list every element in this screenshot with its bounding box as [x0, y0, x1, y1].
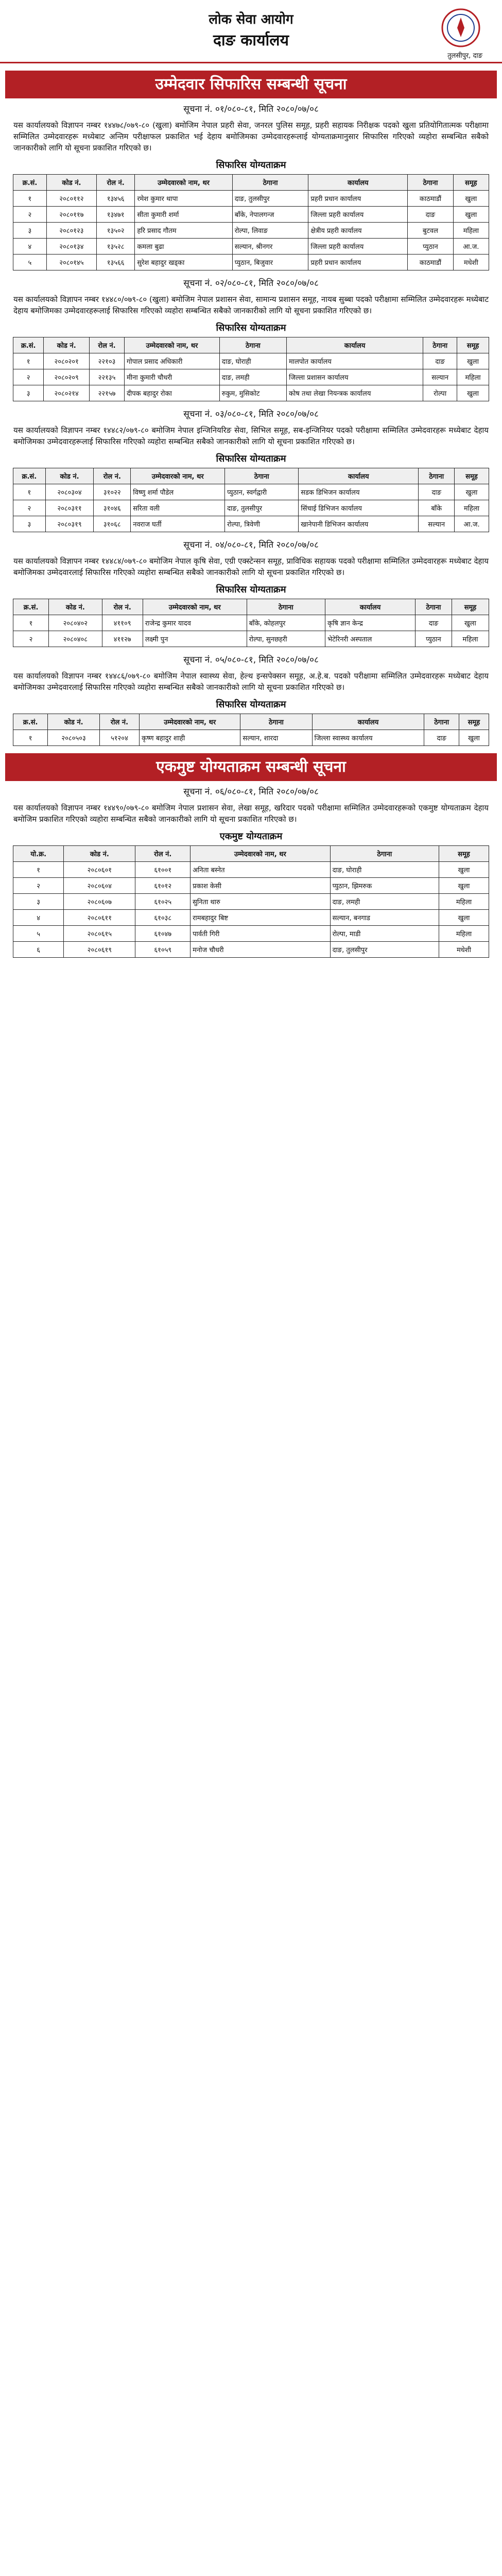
col-office-name: कार्यालय: [312, 714, 424, 730]
table-cell: २०८०२०१: [44, 353, 90, 369]
table-row: [13, 500, 489, 516]
table-cell: ३: [13, 894, 64, 910]
table-cell: महिला: [439, 894, 489, 910]
table-cell: ६१०४७: [135, 926, 191, 942]
table-cell: बुटवल: [408, 223, 454, 239]
table-cell: राजेन्द्र कुमार यादव: [143, 615, 247, 631]
table-cell: १३५६६: [96, 255, 134, 270]
table-cell: २: [13, 878, 64, 894]
table-cell: प्युठान: [416, 631, 452, 647]
recommendation-table: [13, 599, 489, 647]
table-cell: बाँके, कोहलपुर: [247, 615, 325, 631]
table-cell: प्रहरी प्रधान कार्यालय: [308, 255, 408, 270]
table-cell: २०८०१२३: [46, 223, 96, 239]
commission-name: लोक सेवा आयोग: [209, 12, 293, 27]
table-cell: २०८०१३४: [46, 239, 96, 255]
table-cell: मधेशी: [453, 255, 489, 270]
table-cell: प्युठान: [408, 239, 454, 255]
table-cell: सल्यान, श्रीनगर: [232, 239, 308, 255]
table-cell: ५१२०४: [99, 730, 139, 746]
col-place: ठेगाना: [416, 599, 452, 615]
col-code: कोड नं.: [48, 714, 100, 730]
table-cell: कृष्ण बहादुर शाही: [140, 730, 240, 746]
table-cell: खुला: [459, 730, 489, 746]
nepal-emblem-icon: [440, 7, 481, 48]
col-address: ठेगाना: [232, 175, 308, 191]
table-cell: २०८०३१९: [45, 516, 94, 532]
table-cell: २०८०४०२: [49, 615, 102, 631]
table-cell: ४११०९: [102, 615, 143, 631]
table-cell: हरि प्रसाद गौतम: [135, 223, 232, 239]
table-title: सिफारिस योग्यताक्रम: [216, 453, 286, 464]
notice-paragraph: यस कार्यालयको विज्ञापन नम्बर १४४८४/०७९-८० बमोजिम नेपाल कृषि सेवा, एग्री एक्स्टेन्सन समूह, प्राविधिक सहायक पदको परीक्षामा सम्मिलित उम्मेदवारहरू मध्येबाट देहाय बमोजिमका उम्मेदवारलाई सिफारिस गरिएको व्यहोरा सम्बन्धित सबैको जानकारीको लागि यो सूचना प्रकाशित गरिएको छ।: [13, 556, 489, 577]
table-cell: सुनिता थारु: [191, 894, 331, 910]
table-cell: दाङ, लमही: [219, 369, 286, 385]
notice-paragraph: यस कार्यालयको विज्ञापन नम्बर १४४८०/०७९-८० (खुला) बमोजिम नेपाल प्रशासन सेवा, सामान्य प्रशासन समूह, नायब सुब्बा पदको परीक्षामा सम्मिलित उम्मेदवारहरू मध्येबाट देहाय बमोजिमका उम्मेदवारहरूलाई सिफारिस गरिएको व्यहोरा सम्बन्धित सबैको जानकारीको लागि यो सूचना प्रकाशित गरिएको छ।: [13, 295, 489, 315]
table-cell: मधेशी: [439, 942, 489, 958]
table-cell: ६१०१२: [135, 878, 191, 894]
table-cell: जिल्ला प्रहरी कार्यालय: [308, 239, 408, 255]
table-cell: काठमाडौं: [408, 255, 454, 270]
col-group: समूह: [459, 714, 489, 730]
col-office-name: कार्यालय: [308, 175, 408, 191]
table-cell: मालपोत कार्यालय: [286, 353, 423, 369]
table-cell: २०८०३०४: [45, 484, 94, 500]
table-cell: २०८०४०८: [49, 631, 102, 647]
table-row: [13, 910, 489, 926]
table-cell: ३: [13, 223, 47, 239]
table-row: [13, 730, 489, 746]
notice-line: सूचना नं. ०१/०८०-८१, मिति २०८०/०७/०८: [183, 104, 319, 114]
col-group: समूह: [452, 599, 489, 615]
table-cell: १३४५६: [96, 191, 134, 207]
col-sn: क्र.सं.: [13, 337, 44, 353]
col-code: कोड नं.: [45, 468, 94, 484]
table-cell: दाङ, घोराही: [219, 353, 286, 369]
table-cell: ६१०२५: [135, 894, 191, 910]
table-cell: सल्यान: [419, 516, 455, 532]
table-cell: २: [13, 631, 49, 647]
table-cell: २: [13, 207, 47, 223]
table-cell: २०८०११२: [46, 191, 96, 207]
table-row: [13, 255, 489, 270]
notice-paragraph: यस कार्यालयको विज्ञापन नम्बर १४४८६/०७९-८० बमोजिम नेपाल स्वास्थ्य सेवा, हेल्थ इन्सपेक्सन समूह, अ.हे.ब. पदको परीक्षामा सम्मिलित उम्मेदवारहरू मध्येबाट देहाय बमोजिमका उम्मेदवारलाई सिफारिस गरिएको व्यहोरा सम्बन्धित सबैको जानकारीको लागि यो सूचना प्रकाशित गरिएको छ।: [13, 671, 489, 692]
table-cell: २०८०११७: [46, 207, 96, 223]
table-cell: प्रकाश केसी: [191, 878, 331, 894]
table-cell: प्युठान, स्वर्गद्वारी: [225, 484, 299, 500]
table-cell: ३१०२२: [94, 484, 131, 500]
col-name: उम्मेदवारको नाम, थर: [135, 175, 232, 191]
table-cell: ६१०५९: [135, 942, 191, 958]
table-cell: ६१००१: [135, 862, 191, 878]
col-group: समूह: [455, 468, 489, 484]
table-cell: रमेश कुमार थापा: [135, 191, 232, 207]
table-cell: २: [13, 369, 44, 385]
col-code: कोड नं.: [44, 337, 90, 353]
table-cell: रोल्पा: [423, 385, 457, 401]
table-cell: सडक डिभिजन कार्यालय: [299, 484, 419, 500]
table-cell: दीपक बहादुर रोका: [125, 385, 220, 401]
notices-container: [0, 103, 502, 746]
table-title: सिफारिस योग्यताक्रम: [216, 323, 286, 333]
table-cell: रोल्पा, लिवाङ: [232, 223, 308, 239]
table-cell: १: [13, 862, 64, 878]
table-cell: सल्यान, बनगाड: [330, 910, 439, 926]
table-cell: २०८०६११: [64, 910, 135, 926]
table-cell: आ.ज.: [455, 516, 489, 532]
table-cell: खुला: [457, 385, 489, 401]
table-cell: सल्यान: [423, 369, 457, 385]
col-sn: क्र.सं.: [13, 599, 49, 615]
table-cell: ४११२७: [102, 631, 143, 647]
col-name: उम्मेदवारको नाम, थर: [191, 846, 331, 862]
table-cell: ३: [13, 385, 44, 401]
table-cell: जिल्ला स्वास्थ्य कार्यालय: [312, 730, 424, 746]
table-row: [13, 862, 489, 878]
col-place: ठेगाना: [408, 175, 454, 191]
col-code: कोड नं.: [49, 599, 102, 615]
table-row: [13, 516, 489, 532]
table-cell: २२१३५: [90, 369, 125, 385]
table-cell: महिला: [457, 369, 489, 385]
table-cell: महिला: [455, 500, 489, 516]
table-cell: २०८०६१५: [64, 926, 135, 942]
table-cell: खुला: [457, 353, 489, 369]
table-title: सिफारिस योग्यताक्रम: [216, 160, 286, 171]
col-office-name: कार्यालय: [286, 337, 423, 353]
col-sn: क्र.सं.: [13, 714, 48, 730]
table-cell: २: [13, 500, 46, 516]
table-cell: लक्ष्मी पुन: [143, 631, 247, 647]
table-cell: कृषि ज्ञान केन्द्र: [325, 615, 415, 631]
table-cell: खुला: [439, 862, 489, 878]
table-cell: सुरेश बहादुर खड्का: [135, 255, 232, 270]
table-row: [13, 631, 489, 647]
col-office-name: कार्यालय: [299, 468, 419, 484]
table-cell: दाङ, तुलसीपुर: [330, 942, 439, 958]
table-cell: गोपाल प्रसाद अधिकारी: [125, 353, 220, 369]
merit-table: [13, 845, 489, 958]
table-cell: रोल्पा, त्रिवेणी: [225, 516, 299, 532]
col-address: ठेगाना: [219, 337, 286, 353]
table-cell: रोल्पा, माडी: [330, 926, 439, 942]
table-cell: खुला: [455, 484, 489, 500]
table-cell: दाङ, घोराही: [330, 862, 439, 878]
recommendation-table: [13, 174, 489, 270]
col-roll: रोल नं.: [135, 846, 191, 862]
table-cell: १: [13, 730, 48, 746]
table-cell: २०८०२१४: [44, 385, 90, 401]
table-cell: २०८०६०४: [64, 878, 135, 894]
table-cell: दाङ: [408, 207, 454, 223]
notice-line: सूचना नं. ०४/०८०-८१, मिति २०८०/०७/०८: [183, 540, 319, 550]
table-cell: विष्णु शर्मा पौडेल: [131, 484, 225, 500]
col-code: कोड नं.: [46, 175, 96, 191]
logo-caption: तुलसीपुर, दाङ: [447, 52, 482, 60]
col-roll: रोल नं.: [96, 175, 134, 191]
table-cell: दाङ, तुलसीपुर: [232, 191, 308, 207]
table-cell: रुकुम, मुसिकोट: [219, 385, 286, 401]
table-row: [13, 223, 489, 239]
merit-table-title: एकमुष्ट योग्यताक्रम: [219, 831, 283, 842]
table-cell: १३४७१: [96, 207, 134, 223]
table-cell: २०८०१४५: [46, 255, 96, 270]
table-row: [13, 926, 489, 942]
table-cell: ६: [13, 942, 64, 958]
table-cell: दाङ: [423, 353, 457, 369]
table-title: सिफारिस योग्यताक्रम: [216, 584, 286, 595]
table-cell: महिला: [439, 926, 489, 942]
table-cell: दाङ: [419, 484, 455, 500]
col-place: ठेगाना: [423, 337, 457, 353]
table-row: [13, 878, 489, 894]
table-cell: प्युठान, बिजुवार: [232, 255, 308, 270]
col-group: समूह: [439, 846, 489, 862]
col-code: कोड नं.: [64, 846, 135, 862]
table-cell: २०८०६०१: [64, 862, 135, 878]
table-cell: १: [13, 191, 47, 207]
table-cell: कोष तथा लेखा नियन्त्रक कार्यालय: [286, 385, 423, 401]
table-cell: ३१०४६: [94, 500, 131, 516]
col-sn: क्र.सं.: [13, 175, 47, 191]
table-cell: ३१०६८: [94, 516, 131, 532]
table-cell: सल्यान, शारदा: [240, 730, 312, 746]
table-cell: खुला: [439, 878, 489, 894]
col-roll: रोल नं.: [94, 468, 131, 484]
table-cell: १३५२८: [96, 239, 134, 255]
table-cell: सरिता वली: [131, 500, 225, 516]
table-cell: २०८०२०९: [44, 369, 90, 385]
table-row: [13, 942, 489, 958]
col-address: ठेगाना: [225, 468, 299, 484]
table-row: [13, 353, 489, 369]
table-cell: २२१५७: [90, 385, 125, 401]
table-row: [13, 385, 489, 401]
table-cell: २०८०५०३: [48, 730, 100, 746]
table-cell: प्रहरी प्रधान कार्यालय: [308, 191, 408, 207]
table-cell: जिल्ला प्रशासन कार्यालय: [286, 369, 423, 385]
recommendation-table: [13, 468, 489, 532]
table-cell: सिंचाई डिभिजन कार्यालय: [299, 500, 419, 516]
table-cell: खुला: [452, 615, 489, 631]
table-cell: आ.ज.: [453, 239, 489, 255]
notice-line: सूचना नं. ०२/०८०-८१, मिति २०८०/०७/०८: [183, 278, 319, 289]
table-cell: अनिता बस्नेत: [191, 862, 331, 878]
table-row: [13, 207, 489, 223]
col-name: उम्मेदवारको नाम, थर: [131, 468, 225, 484]
notice-paragraph: यस कार्यालयको विज्ञापन नम्बर १४४७८/०७९-८० (खुला) बमोजिम नेपाल प्रहरी सेवा, जनरल पुलिस समूह, प्रहरी सहायक निरीक्षक पदको खुला प्रतियोगितात्मक परीक्षामा सम्मिलित उम्मेदवारहरू मध्येबाट अन्तिम परीक्षाफल प्रकाशित भई देहाय बमोजिमका उम्मेदवारहरूलाई योग्यताक्रमानुसार सिफारिस गरिएको व्यहोरा सम्बन्धित सबैको जानकारीको लागि यो सूचना प्रकाशित गरिएको छ।: [13, 121, 489, 152]
table-cell: ४: [13, 910, 64, 926]
table-cell: २०८०३११: [45, 500, 94, 516]
table-row: [13, 615, 489, 631]
col-name: उम्मेदवारको नाम, थर: [140, 714, 240, 730]
table-cell: नवराज घर्ती: [131, 516, 225, 532]
col-place: ठेगाना: [424, 714, 459, 730]
col-office-name: कार्यालय: [325, 599, 415, 615]
table-cell: रामबहादुर बिष्ट: [191, 910, 331, 926]
col-name: उम्मेदवारको नाम, थर: [125, 337, 220, 353]
table-cell: भेटेरिनरी अस्पताल: [325, 631, 415, 647]
table-cell: सीता कुमारी शर्मा: [135, 207, 232, 223]
table-cell: महिला: [452, 631, 489, 647]
col-roll: रोल नं.: [102, 599, 143, 615]
col-roll: रोल नं.: [90, 337, 125, 353]
table-cell: खानेपानी डिभिजन कार्यालय: [299, 516, 419, 532]
table-cell: मनोज चौधरी: [191, 942, 331, 958]
table-cell: खुला: [439, 910, 489, 926]
table-cell: महिला: [453, 223, 489, 239]
table-cell: २२१०३: [90, 353, 125, 369]
table-cell: प्युठान, झिमरुक: [330, 878, 439, 894]
col-address: ठेगाना: [247, 599, 325, 615]
table-row: [13, 239, 489, 255]
table-row: [13, 894, 489, 910]
table-cell: पार्वती गिरी: [191, 926, 331, 942]
col-name: उम्मेदवारको नाम, थर: [143, 599, 247, 615]
table-cell: क्षेत्रीय प्रहरी कार्यालय: [308, 223, 408, 239]
table-cell: ५: [13, 255, 47, 270]
recommendation-table: [13, 714, 489, 746]
notice-paragraph: यस कार्यालयको विज्ञापन नम्बर १४४८२/०७९-८० बमोजिम नेपाल इन्जिनियरिङ सेवा, सिभिल समूह, सब-इन्जिनियर पदको परीक्षामा सम्मिलित उम्मेदवारहरू मध्येबाट देहाय बमोजिमका उम्मेदवारहरूलाई सिफारिस गरिएको व्यहोरा सम्बन्धित सबैको जानकारीको लागि यो सूचना प्रकाशित गरिएको छ।: [13, 426, 489, 446]
col-place: ठेगाना: [419, 468, 455, 484]
merit-notice-line: सूचना नं. ०६/०८०-८१, मिति २०८०/०७/०८: [183, 787, 319, 797]
section-banner-recommendation: उम्मेदवार सिफारिस सम्बन्धी सूचना: [5, 71, 497, 98]
table-row: [13, 191, 489, 207]
table-cell: खुला: [453, 191, 489, 207]
office-name: दाङ कार्यालय: [213, 31, 289, 49]
table-cell: दाङ, लमही: [330, 894, 439, 910]
table-cell: खुला: [453, 207, 489, 223]
table-cell: २०८०६१९: [64, 942, 135, 958]
table-cell: जिल्ला प्रहरी कार्यालय: [308, 207, 408, 223]
col-roll: रोल नं.: [99, 714, 139, 730]
table-cell: ३: [13, 516, 46, 532]
table-title: सिफारिस योग्यताक्रम: [216, 699, 286, 710]
notice-line: सूचना नं. ०५/०८०-८१, मिति २०८०/०७/०८: [183, 655, 319, 665]
table-cell: मीना कुमारी चौधरी: [125, 369, 220, 385]
table-cell: १: [13, 484, 46, 500]
table-cell: १३५०२: [96, 223, 134, 239]
table-row: [13, 369, 489, 385]
table-cell: बाँके, नेपालगन्ज: [232, 207, 308, 223]
table-cell: दाङ, तुलसीपुर: [225, 500, 299, 516]
table-cell: रोल्पा, सुनछहरी: [247, 631, 325, 647]
table-cell: ५: [13, 926, 64, 942]
table-cell: दाङ: [424, 730, 459, 746]
table-cell: बाँके: [419, 500, 455, 516]
col-group: समूह: [457, 337, 489, 353]
header: [0, 0, 502, 63]
col-address: ठेगाना: [330, 846, 439, 862]
col-rank: यो.क्र.: [13, 846, 64, 862]
notice-line: सूचना नं. ०३/०८०-८१, मिति २०८०/०७/०८: [183, 409, 319, 419]
table-row: [13, 484, 489, 500]
section-banner-merit: एकमुष्ट योग्यताक्रम सम्बन्धी सूचना: [5, 753, 497, 781]
recommendation-table: [13, 337, 489, 401]
col-group: समूह: [453, 175, 489, 191]
table-cell: १: [13, 615, 49, 631]
table-cell: २०८०६०७: [64, 894, 135, 910]
table-cell: ४: [13, 239, 47, 255]
table-cell: कमला बुढा: [135, 239, 232, 255]
col-address: ठेगाना: [240, 714, 312, 730]
merit-paragraph: यस कार्यालयको विज्ञापन नम्बर १४४९०/०७९-८० बमोजिम नेपाल प्रशासन सेवा, लेखा समूह, खरिदार पदको परीक्षामा सम्मिलित उम्मेदवारहरूको एकमुष्ट योग्यताक्रम देहाय बमोजिम प्रकाशित गरिएको व्यहोरा सम्बन्धित सबैको जानकारीको लागि यो सूचना प्रकाशित गरिएको छ।: [13, 803, 489, 824]
table-cell: काठमाडौं: [408, 191, 454, 207]
table-cell: १: [13, 353, 44, 369]
col-sn: क्र.सं.: [13, 468, 46, 484]
table-cell: ६१०३८: [135, 910, 191, 926]
table-cell: दाङ: [416, 615, 452, 631]
